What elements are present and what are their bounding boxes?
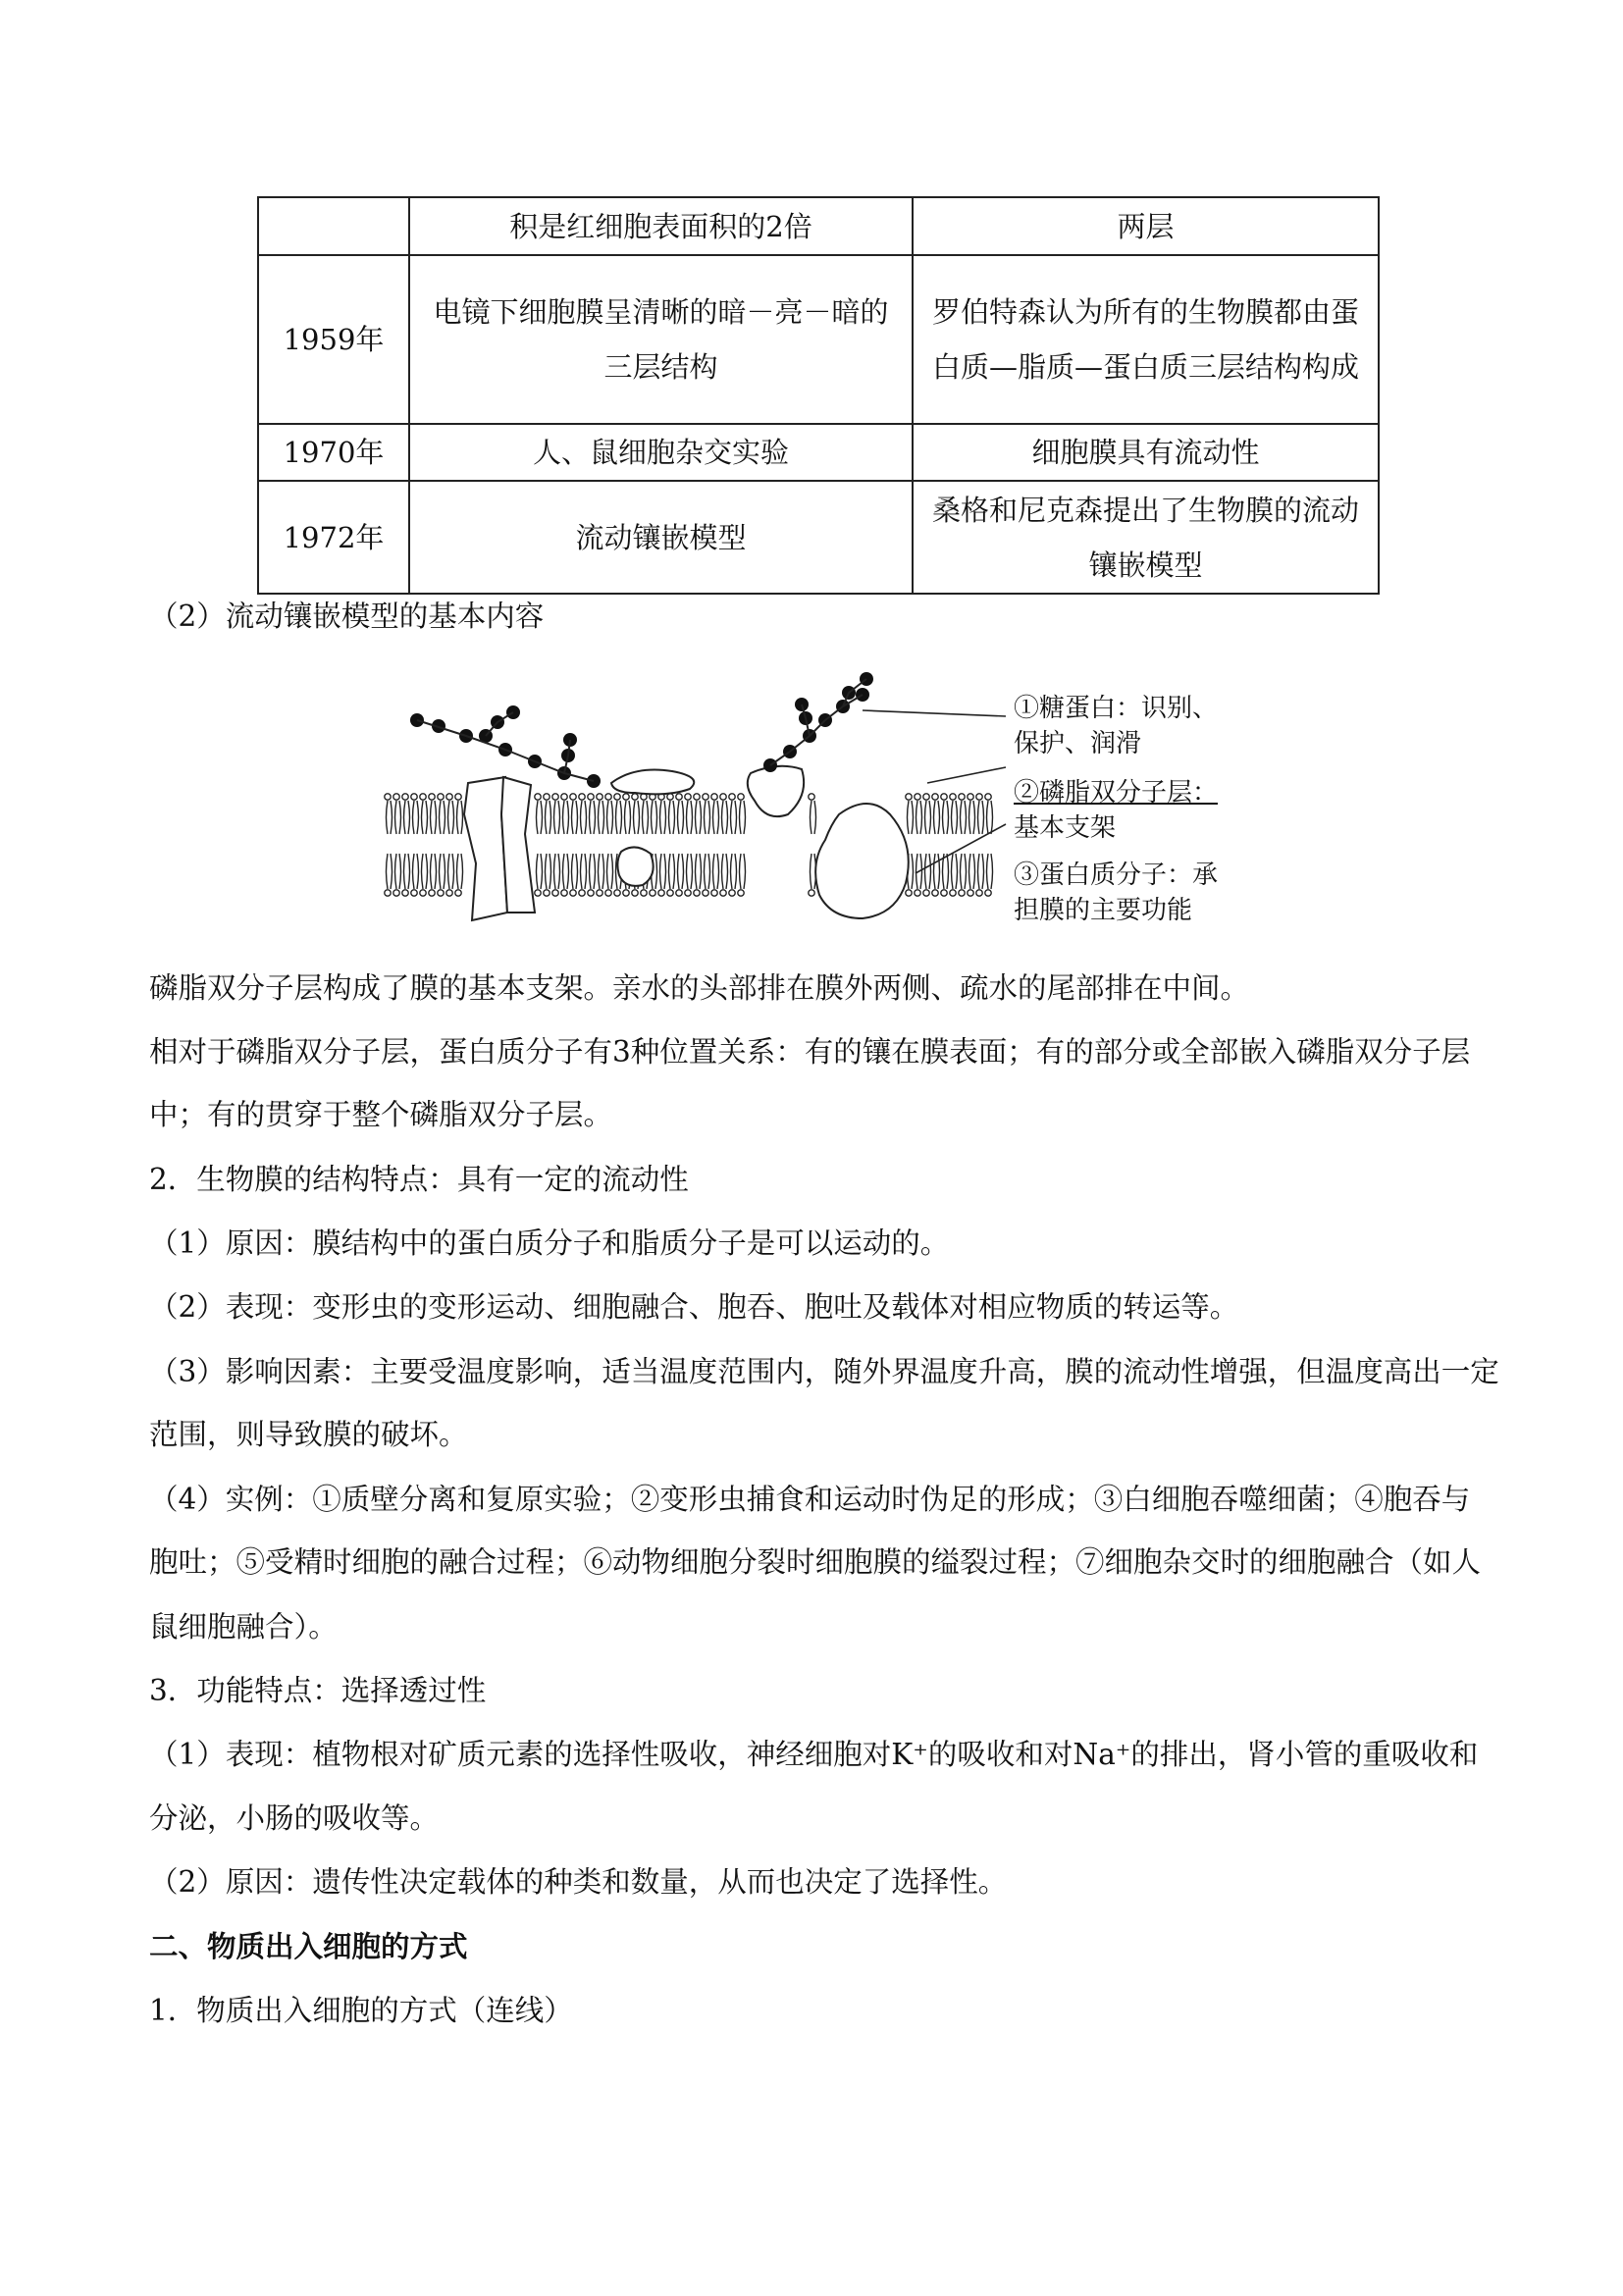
phospholipid-tail [422,801,428,834]
phospholipid-head [703,890,708,896]
glycoprotein-label: ①糖蛋白：识别、 [1014,694,1219,723]
year-cell [258,197,409,255]
phospholipid-tail [404,854,410,889]
phospholipid-tail [581,854,587,889]
phospholipid-head [729,890,735,896]
phospholipid-head [402,890,408,896]
phospholipid-head [985,794,991,800]
phospholipid-head [438,890,444,896]
phospholipid-tail [713,801,719,834]
phospholipid-tail [537,801,543,834]
phospholipid-head [402,794,408,800]
phospholipid-head [667,890,673,896]
fluid-mosaic-model-figure [378,667,1261,947]
phospholipid-tail [448,854,454,889]
phospholipid-tail [978,854,984,889]
phospholipid-tail [952,801,958,834]
conclusion-cell: 桑格和尼克森提出了生物膜的流动镶嵌模型 [913,481,1379,594]
phospholipid-tail [978,801,984,834]
phospholipid-head [429,890,435,896]
paragraph: 中；有的贯穿于整个磷脂双分子层。 [149,1098,613,1131]
phospholipid-tail [696,854,702,889]
phospholipid-head [623,794,629,800]
transmembrane-protein [464,777,535,920]
phospholipid-tail [943,801,949,834]
phospholipid-head [738,794,744,800]
phospholipid-head [809,794,814,800]
phospholipid-tail [572,801,578,834]
phospholipid-tail [546,854,551,889]
phospholipid-head [950,794,956,800]
observation-cell: 积是红细胞表面积的2倍 [409,197,913,255]
phospholipid-head [455,890,461,896]
phospholipid-tail [722,801,728,834]
paragraph: 分泌，小肠的吸收等。 [149,1801,440,1835]
phospholipid-tail [395,854,401,889]
phospholipid-tail [987,854,993,889]
phospholipid-tail [740,854,746,889]
glycoprotein-label: 保护、润滑 [1014,729,1142,758]
phospholipid-head [932,794,938,800]
paragraph: 胞吐；⑤受精时细胞的融合过程；⑥动物细胞分裂时细胞膜的缢裂过程；⑦细胞杂交时的细胞融合（如人 [149,1545,1482,1579]
phospholipid-tail [625,801,631,834]
phospholipid-tail [652,801,657,834]
observation-cell: 人、鼠细胞杂交实验 [409,424,913,481]
heading-functional-feature: 3．功能特点：选择透过性 [149,1674,487,1707]
phospholipid-tail [599,854,604,889]
observation-cell: 流动镶嵌模型 [409,481,913,594]
phospholipid-head [809,890,814,896]
phospholipid-tail [687,801,693,834]
phospholipid-head [588,890,594,896]
phospholipid-tail [934,801,940,834]
phospholipid-tail [554,854,560,889]
phospholipid-tail [678,801,684,834]
phospholipid-head [535,794,541,800]
phospholipid-head [738,890,744,896]
phospholipid-head [597,890,602,896]
phospholipid-head [455,794,461,800]
paragraph: （1）表现：植物根对矿质元素的选择性吸收，神经细胞对K⁺的吸收和对Na⁺的排出，肾小管的重吸收和 [149,1738,1479,1771]
phospholipid-tail [969,854,975,889]
phospholipid-head [552,794,558,800]
phospholipid-tail [422,854,428,889]
phospholipid-tail [607,801,613,834]
phospholipid-tail [563,854,569,889]
bilayer-label: 基本支架 [1014,813,1117,843]
phospholipid-head [393,794,399,800]
phospholipid-head [658,890,664,896]
phospholipid-head [552,890,558,896]
phospholipid-head [579,794,585,800]
paragraph: 范围，则导致膜的破坏。 [149,1418,468,1451]
heading-structural-feature: 2．生物膜的结构特点：具有一定的流动性 [149,1163,689,1196]
phospholipid-head [561,890,567,896]
phospholipid-head [685,890,691,896]
bilayer-label: ②磷脂双分子层： [1014,778,1219,808]
phospholipid-tail [440,854,445,889]
phospholipid-tail [961,854,967,889]
phospholipid-head [923,890,929,896]
phospholipid-head [703,794,708,800]
membrane-history-table [257,196,1380,595]
peripheral-protein [611,766,804,816]
phospholipid-head [959,794,965,800]
phospholipid-head [941,890,947,896]
table-row [258,481,1379,594]
phospholipid-tail [660,854,666,889]
phospholipid-tail [634,801,640,834]
phospholipid-head [614,890,620,896]
phospholipid-tail [908,801,914,834]
paragraph: 1．物质出入细胞的方式（连线） [149,1994,573,2027]
phospholipid-head [720,794,726,800]
phospholipid-head [641,890,647,896]
year-cell: 1970年 [258,424,409,481]
phospholipid-head [676,890,682,896]
conclusion-cell: 两层 [913,197,1379,255]
phospholipid-head [976,890,982,896]
protein-label: ③蛋白质分子：承 [1014,861,1219,890]
paragraph: （4）实例：①质壁分离和复原实验；②变形虫捕食和运动时伪足的形成；③白细胞吞噬细菌；④胞吞与 [149,1483,1471,1516]
phospholipid-head [985,890,991,896]
phospholipid-tail [740,801,746,834]
phospholipid-tail [590,801,596,834]
phospholipid-head [941,794,947,800]
phospholipid-tail [546,801,551,834]
phospholipid-head [968,794,973,800]
phospholipid-tail [696,801,702,834]
phospholipid-tail [563,801,569,834]
phospholipid-tail [713,854,719,889]
phospholipid-tail [934,854,940,889]
phospholipid-head [605,890,611,896]
phospholipid-tail [413,801,419,834]
phospholipid-head [438,794,444,800]
phospholipid-tail [925,801,931,834]
phospholipid-tail [537,854,543,889]
phospholipid-tail [731,801,737,834]
phospholipid-head [393,890,399,896]
phospholipid-head [932,890,938,896]
phospholipid-tail [961,801,967,834]
embedded-protein [617,847,653,885]
phospholipid-tail [413,854,419,889]
phospholipid-tail [678,854,684,889]
paragraph: （2）原因：遗传性决定载体的种类和数量，从而也决定了选择性。 [149,1865,1008,1899]
phospholipid-head [959,890,965,896]
phospholipid-tail [705,854,710,889]
conclusion-cell: 细胞膜具有流动性 [913,424,1379,481]
phospholipid-tail [687,854,693,889]
protein-label: 担膜的主要功能 [1014,896,1193,925]
phospholipid-head [579,890,585,896]
conclusion-cell: 罗伯特森认为所有的生物膜都由蛋白质—脂质—蛋白质三层结构构成 [913,255,1379,424]
phospholipid-head [535,890,541,896]
phospholipid-tail [669,854,675,889]
paragraph: （1）原因：膜结构中的蛋白质分子和脂质分子是可以运动的。 [149,1226,950,1260]
phospholipid-tail [395,801,401,834]
phospholipid-tail [705,801,710,834]
phospholipid-head [605,794,611,800]
phospholipid-head [729,794,735,800]
phospholipid-tail [916,801,922,834]
phospholipid-head [420,890,426,896]
phospholipid-head [446,794,452,800]
paragraph: 磷脂双分子层构成了膜的基本支架。亲水的头部排在膜外两侧、疏水的尾部排在中间。 [149,971,1250,1005]
phospholipid-head [650,890,655,896]
phospholipid-head [976,794,982,800]
phospholipid-tail [643,801,649,834]
phospholipid-tail [387,854,393,889]
phospholipid-head [411,794,417,800]
phospholipid-tail [722,854,728,889]
phospholipid-tail [457,801,463,834]
phospholipid-head [694,890,700,896]
phospholipid-tail [925,854,931,889]
phospholipid-tail [660,801,666,834]
section-heading: 二、物质出入细胞的方式 [149,1929,468,1963]
phospholipid-head [915,890,920,896]
phospholipid-tail [581,801,587,834]
paragraph: 相对于磷脂双分子层，蛋白质分子有3种位置关系：有的镶在膜表面；有的部分或全部嵌入磷脂双分子层 [149,1035,1471,1069]
phospholipid-tail [952,854,958,889]
phospholipid-head [711,794,717,800]
phospholipid-head [429,794,435,800]
integral-protein [815,804,909,918]
phospholipid-head [906,794,912,800]
phospholipid-head [614,794,620,800]
phospholipid-tail [448,801,454,834]
phospholipid-head [570,890,576,896]
phospholipid-tail [431,854,437,889]
phospholipid-tail [431,801,437,834]
phospholipid-head [694,794,700,800]
observation-cell: 电镜下细胞膜呈清晰的暗－亮－暗的三层结构 [409,255,913,424]
phospholipid-head [420,794,426,800]
phospholipid-tail [987,801,993,834]
phospholipid-head [623,890,629,896]
phospholipid-head [720,890,726,896]
table-row [258,424,1379,481]
phospholipid-tail [731,854,737,889]
phospholipid-head [685,794,691,800]
phospholipid-tail [554,801,560,834]
phospholipid-tail [811,801,816,834]
phospholipid-head [588,794,594,800]
paragraph: 鼠细胞融合）。 [149,1610,338,1644]
section-heading: （2）流动镶嵌模型的基本内容 [149,600,545,633]
phospholipid-head [711,890,717,896]
phospholipid-head [915,794,920,800]
table-row [258,255,1379,424]
phospholipid-head [385,890,391,896]
phospholipid-tail [616,801,622,834]
phospholipid-head [632,890,638,896]
phospholipid-head [950,890,956,896]
phospholipid-head [968,890,973,896]
phospholipid-tail [669,801,675,834]
phospholipid-head [597,794,602,800]
year-cell: 1972年 [258,481,409,594]
phospholipid-head [544,890,550,896]
phospholipid-head [923,794,929,800]
phospholipid-head [632,794,638,800]
phospholipid-tail [440,801,445,834]
phospholipid-tail [969,801,975,834]
phospholipid-head [906,890,912,896]
phospholipid-tail [572,854,578,889]
year-cell: 1959年 [258,255,409,424]
phospholipid-tail [607,854,613,889]
paragraph: （3）影响因素：主要受温度影响，适当温度范围内，随外界温度升高，膜的流动性增强，但温度高出一定 [149,1355,1499,1388]
phospholipid-head [676,794,682,800]
phospholipid-tail [599,801,604,834]
phospholipid-tail [404,801,410,834]
paragraph: （2）表现：变形虫的变形运动、细胞融合、胞吞、胞吐及载体对相应物质的转运等。 [149,1290,1239,1324]
phospholipid-head [570,794,576,800]
phospholipid-head [385,794,391,800]
phospholipid-head [544,794,550,800]
phospholipid-tail [457,854,463,889]
phospholipid-head [446,890,452,896]
phospholipid-head [561,794,567,800]
phospholipid-tail [387,801,393,834]
phospholipid-tail [590,854,596,889]
phospholipid-head [411,890,417,896]
table-row [258,197,1379,255]
